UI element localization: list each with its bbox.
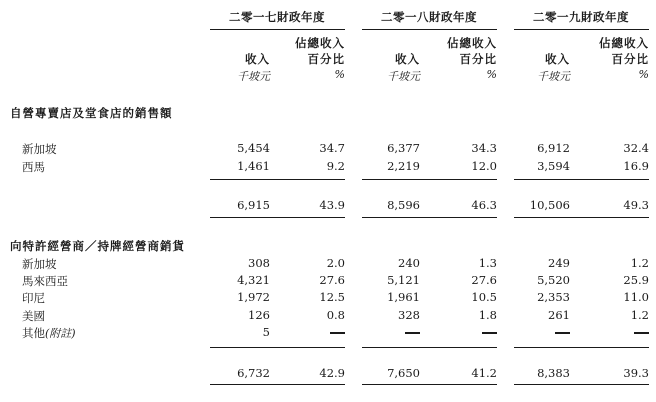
cell-pct-2019: 16.9: [623, 159, 649, 173]
revenue-header-2017: 收入: [245, 52, 270, 66]
total-revenue-2019: 8,383: [537, 366, 570, 380]
cell-revenue-2017: 1,972: [237, 290, 270, 304]
cell-revenue-2019: 5,520: [537, 273, 570, 287]
row-label-note: (附註): [45, 327, 76, 340]
pct-header-line2-2017: 百分比: [307, 52, 345, 66]
total-pct-2018: 41.2: [471, 366, 497, 380]
row-label: 新加坡: [22, 257, 57, 271]
year-header-2018: 二零一八財政年度: [381, 10, 477, 24]
nil-dash: [330, 332, 345, 334]
total-pct-2019: 39.3: [623, 366, 649, 380]
total-pct-2019: 49.3: [623, 198, 649, 212]
subtotal-line-2019: [514, 179, 649, 180]
unit-revenue-2017: 千坡元: [237, 70, 270, 83]
total-underline-2017: [210, 217, 345, 218]
subtotal-line-2017: [210, 347, 345, 348]
cell-revenue-2019: 6,912: [537, 141, 570, 155]
cell-revenue-2018: 6,377: [387, 141, 420, 155]
total-underline-2019: [514, 384, 649, 385]
cell-pct-2019: 11.0: [623, 290, 649, 304]
unit-revenue-2018: 千坡元: [387, 70, 420, 83]
cell-revenue-2017: 5: [262, 325, 270, 339]
subtotal-line-2018: [362, 347, 497, 348]
cell-revenue-2017: 126: [248, 308, 270, 322]
nil-dash: [482, 332, 497, 334]
pct-header-line1-2019: 佔總收入: [599, 36, 649, 50]
row-label: 新加坡: [22, 142, 57, 156]
cell-pct-2017: 9.2: [326, 159, 345, 173]
row-label: 印尼: [22, 291, 45, 305]
unit-pct-2018: %: [486, 68, 497, 81]
cell-revenue-2017: 1,461: [237, 159, 270, 173]
cell-revenue-2018: 328: [398, 308, 420, 322]
total-underline-2017: [210, 384, 345, 385]
cell-revenue-2017: 308: [248, 256, 270, 270]
cell-pct-2017: 0.8: [326, 308, 345, 322]
cell-pct-2018: 10.5: [471, 290, 497, 304]
subtotal-line-2018: [362, 179, 497, 180]
unit-revenue-2019: 千坡元: [537, 70, 570, 83]
pct-header-line2-2018: 百分比: [459, 52, 497, 66]
cell-pct-2019: 25.9: [623, 273, 649, 287]
year-underline-2017: [210, 29, 345, 30]
pct-header-line1-2018: 佔總收入: [447, 36, 497, 50]
cell-revenue-2017: 4,321: [237, 273, 270, 287]
cell-pct-2018: 27.6: [471, 273, 497, 287]
cell-revenue-2019: 3,594: [537, 159, 570, 173]
cell-revenue-2018: 2,219: [387, 159, 420, 173]
cell-revenue-2018: 240: [398, 256, 420, 270]
row-label: [22, 325, 76, 341]
cell-pct-2019: 32.4: [623, 141, 649, 155]
cell-revenue-2018: 5,121: [387, 273, 420, 287]
section-title-own-stores: 自營專賣店及堂食店的銷售額: [10, 106, 173, 120]
cell-pct-2018: 1.8: [478, 308, 497, 322]
total-pct-2017: 42.9: [319, 366, 345, 380]
cell-pct-2018: 1.3: [478, 256, 497, 270]
cell-revenue-2018: 1,961: [387, 290, 420, 304]
section-title-franchise: 向特許經營商／持牌經營商銷貨: [10, 239, 185, 253]
total-revenue-2017: 6,732: [237, 366, 270, 380]
pct-header-line1-2017: 佔總收入: [295, 36, 345, 50]
cell-pct-2017: 27.6: [319, 273, 345, 287]
row-label: 西馬: [22, 160, 45, 174]
cell-pct-2017: 12.5: [319, 290, 345, 304]
total-underline-2018: [362, 217, 497, 218]
subtotal-line-2017: [210, 179, 345, 180]
year-underline-2018: [362, 29, 497, 30]
total-revenue-2018: 8,596: [387, 198, 420, 212]
revenue-header-2019: 收入: [545, 52, 570, 66]
row-label: 美國: [22, 309, 45, 323]
row-label-text: 其他: [22, 326, 45, 340]
cell-pct-2019: 1.2: [630, 256, 649, 270]
cell-pct-2018: 12.0: [471, 159, 497, 173]
nil-dash: [555, 332, 570, 334]
total-underline-2019: [514, 217, 649, 218]
year-header-2019: 二零一九財政年度: [533, 10, 629, 24]
year-header-2017: 二零一七財政年度: [229, 10, 325, 24]
total-revenue-2017: 6,915: [237, 198, 270, 212]
unit-pct-2017: %: [334, 68, 345, 81]
revenue-header-2018: 收入: [395, 52, 420, 66]
row-label: 馬來西亞: [22, 274, 68, 288]
total-underline-2018: [362, 384, 497, 385]
subtotal-line-2019: [514, 347, 649, 348]
cell-revenue-2017: 5,454: [237, 141, 270, 155]
total-revenue-2019: 10,506: [529, 198, 570, 212]
total-pct-2017: 43.9: [319, 198, 345, 212]
pct-header-line2-2019: 百分比: [611, 52, 649, 66]
unit-pct-2019: %: [638, 68, 649, 81]
cell-revenue-2019: 2,353: [537, 290, 570, 304]
cell-pct-2017: 2.0: [326, 256, 345, 270]
nil-dash: [405, 332, 420, 334]
cell-pct-2017: 34.7: [319, 141, 345, 155]
cell-revenue-2019: 261: [548, 308, 570, 322]
nil-dash: [634, 332, 649, 334]
cell-pct-2018: 34.3: [471, 141, 497, 155]
cell-revenue-2019: 249: [548, 256, 570, 270]
total-pct-2018: 46.3: [471, 198, 497, 212]
cell-pct-2019: 1.2: [630, 308, 649, 322]
total-revenue-2018: 7,650: [387, 366, 420, 380]
year-underline-2019: [514, 29, 649, 30]
